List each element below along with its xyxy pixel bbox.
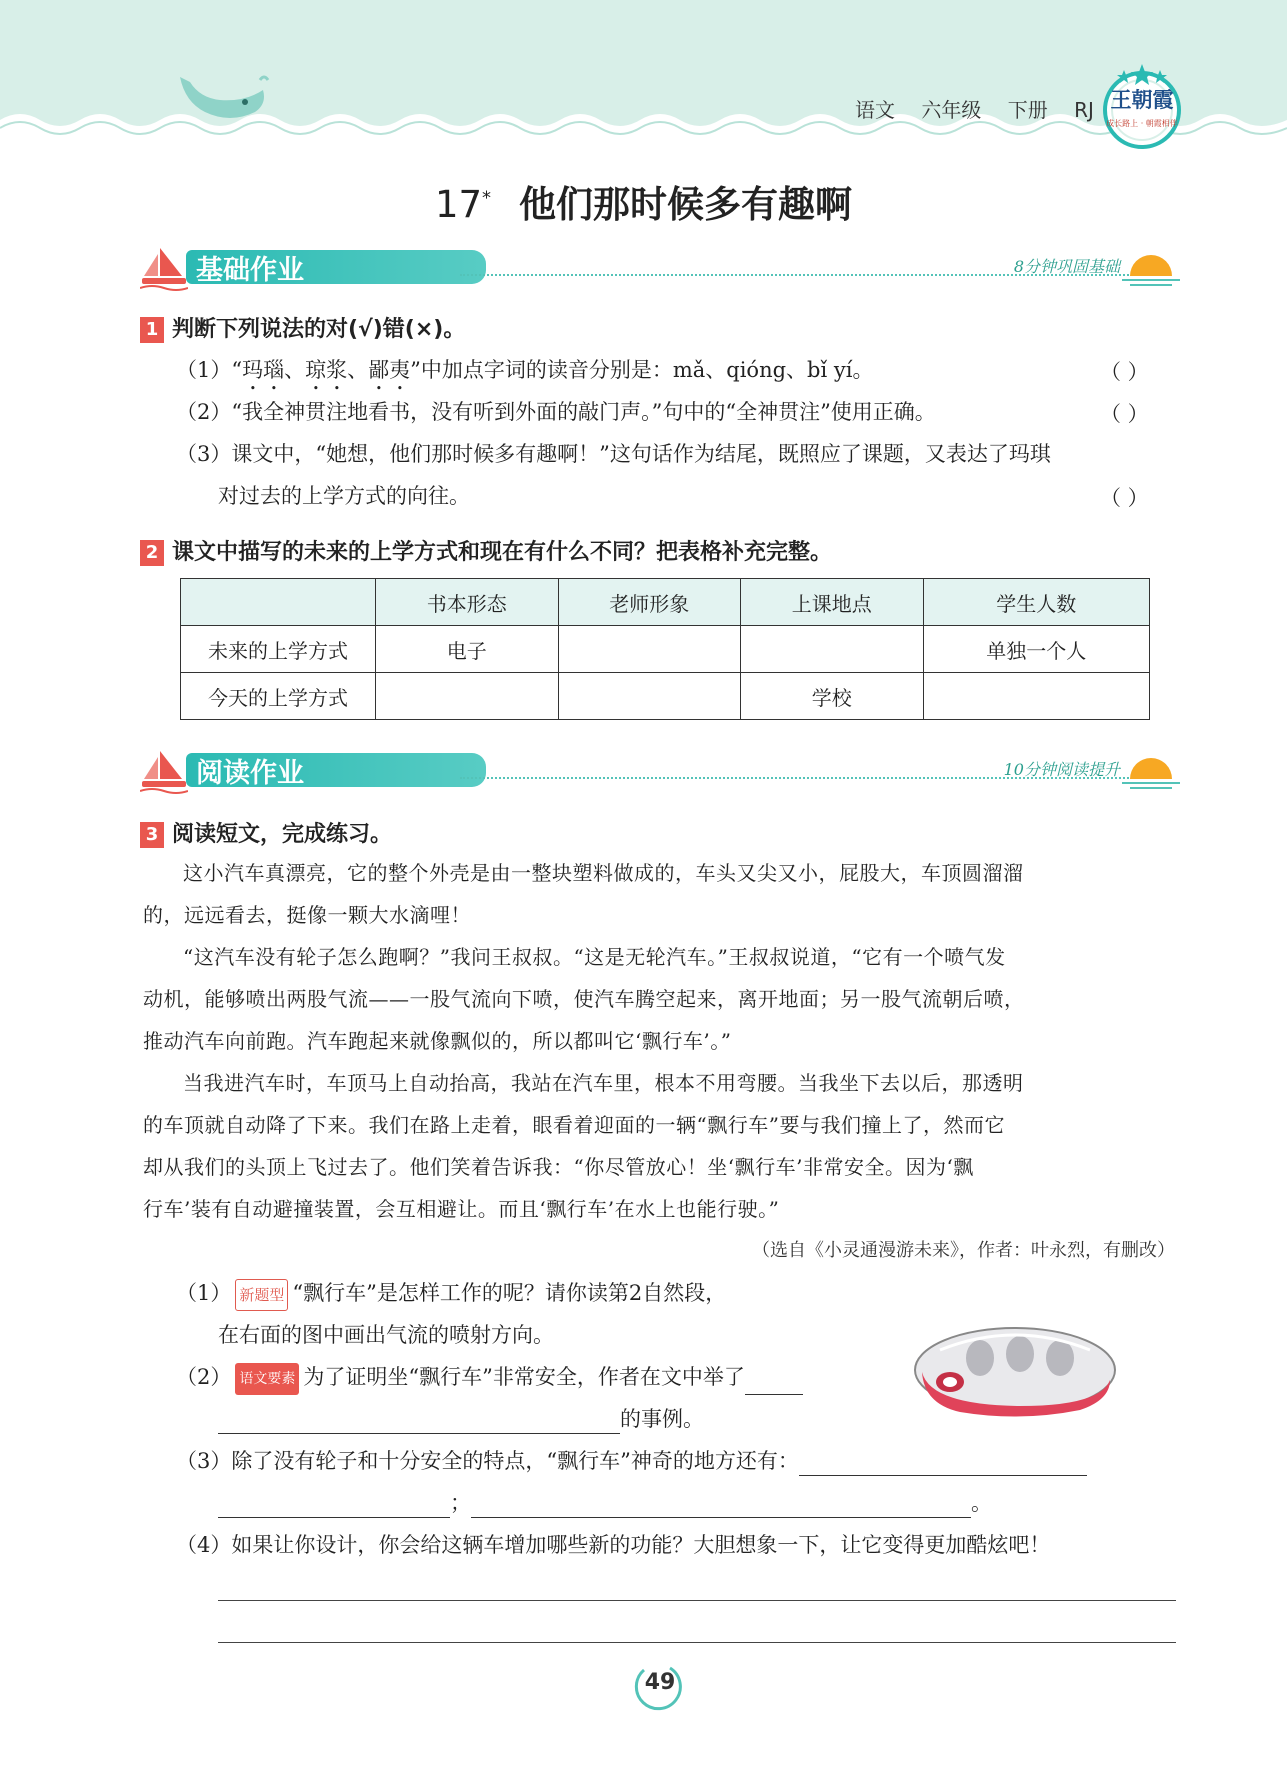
sunrise-icon xyxy=(1122,755,1180,791)
q3-sub-2-cont: 的事例。 xyxy=(218,1404,704,1434)
table-header: 学生人数 xyxy=(923,579,1150,626)
header-meta xyxy=(855,94,1114,123)
table-cell: 今天的上学方式 xyxy=(181,673,376,720)
question-number: 2 xyxy=(140,540,164,566)
section-label: 阅读作业 xyxy=(196,758,304,789)
table-row xyxy=(181,673,1150,720)
table-header: 上课地点 xyxy=(741,579,924,626)
page-number: 49 xyxy=(644,1670,676,1695)
hover-car-image[interactable] xyxy=(910,1310,1120,1420)
passage-line: 却从我们的头顶上飞过去了。他们笑着告诉我：“你尽管放心！坐‘飘行车’非常安全。因为‘飘 xyxy=(143,1155,974,1179)
answer-line[interactable] xyxy=(218,1642,1176,1643)
q1-item-3: （3）课文中，“她想，他们那时候多有趣啊！”这句话作为结尾，既照应了课题，又表达了玛琪 xyxy=(176,442,1051,466)
table-cell: 未来的上学方式 xyxy=(181,626,376,673)
question-3-heading: 3 阅读短文，完成练习。 xyxy=(140,817,392,848)
passage xyxy=(143,852,1177,1230)
answer-blank[interactable] xyxy=(799,1453,1087,1476)
q3-sub-2: （2） 语文要素 为了证明坐“飘行车”非常安全，作者在文中举了 xyxy=(176,1362,803,1395)
q3-sub-1-cont: 在右面的图中画出气流的喷射方向。 xyxy=(218,1323,554,1347)
table-header xyxy=(181,579,376,626)
q3-sub-3: （3）除了没有轮子和十分安全的特点，“飘行车”神奇的地方还有： xyxy=(176,1446,1087,1476)
logo-text: 王朝霞 xyxy=(1110,87,1174,112)
brand-logo xyxy=(1102,62,1182,150)
answer-paren[interactable]: （ ） xyxy=(1100,486,1149,510)
q1-item-2: （2）“我全神贯注地看书，没有听到外面的敲门声。”句中的“全神贯注”使用正确。 xyxy=(176,400,936,424)
whale-icon xyxy=(175,72,275,132)
question-1-heading: 1 判断下列说法的对(√)错(×)。 xyxy=(140,312,465,343)
table-cell: 电子 xyxy=(376,626,559,673)
table-cell-blank[interactable] xyxy=(558,626,741,673)
table-cell: 学校 xyxy=(741,673,924,720)
lesson-number: 17* xyxy=(434,183,492,226)
table-header: 老师形象 xyxy=(558,579,741,626)
grade: 六年级 xyxy=(921,98,982,122)
q3-sub-3-cont: ； 。 xyxy=(218,1488,992,1518)
sailboat-icon xyxy=(140,246,188,292)
section-basic xyxy=(140,244,1180,294)
answer-blank[interactable] xyxy=(218,1411,620,1434)
table-row xyxy=(181,626,1150,673)
logo-subtext: 成长路上 · 朝霞相伴 xyxy=(1106,119,1178,128)
passage-line: “这汽车没有轮子怎么跑啊？”我问王叔叔。“这是无轮汽车。”王叔叔说道，“它有一个喷气发 xyxy=(183,945,1006,969)
subject: 语文 xyxy=(855,98,895,122)
answer-blank[interactable] xyxy=(745,1372,803,1395)
section-tagline: 10分钟阅读提升 xyxy=(1003,760,1120,779)
passage-source: （选自《小灵通漫游未来》，作者：叶永烈，有删改） xyxy=(752,1240,1175,1261)
table-cell-blank[interactable] xyxy=(376,673,559,720)
passage-line: 推动汽车向前跑。汽车跑起来就像飘似的，所以都叫它‘飘行车’。” xyxy=(143,1029,732,1053)
q3-sub-1: （1） 新题型 “飘行车”是怎样工作的呢？请你读第2自然段， xyxy=(176,1278,726,1311)
section-tagline: 8分钟巩固基础 xyxy=(1013,257,1120,276)
passage-line: 这小汽车真漂亮，它的整个外壳是由一整块塑料做成的，车头又尖又小，屁股大，车顶圆溜溜 xyxy=(183,861,1024,885)
comparison-table xyxy=(180,578,1150,720)
answer-blank[interactable] xyxy=(471,1495,971,1518)
section-reading xyxy=(140,747,1180,797)
table-cell-blank[interactable] xyxy=(558,673,741,720)
table-cell-blank[interactable] xyxy=(923,673,1150,720)
answer-line[interactable] xyxy=(218,1600,1176,1601)
table-header-row xyxy=(181,579,1150,626)
table-cell: 单独一个人 xyxy=(923,626,1150,673)
edition: RJ xyxy=(1074,98,1094,122)
section-label: 基础作业 xyxy=(196,255,304,286)
passage-line: 的车顶就自动降了下来。我们在路上走着，眼看着迎面的一辆“飘行车”要与我们撞上了，然而它 xyxy=(143,1113,1005,1137)
passage-line: 当我进汽车时，车顶马上自动抬高，我站在汽车里，根本不用弯腰。当我坐下去以后，那透明 xyxy=(183,1071,1024,1095)
lesson-title-text: 他们那时候多有趣啊 xyxy=(519,183,853,226)
answer-paren[interactable]: （ ） xyxy=(1100,360,1149,384)
question-2-heading: 2 课文中描写的未来的上学方式和现在有什么不同？把表格补充完整。 xyxy=(140,535,832,566)
question-number: 1 xyxy=(140,317,164,343)
question-number: 3 xyxy=(140,822,164,848)
passage-line: 行车’装有自动避撞装置，会互相避让。而且‘飘行车’在水上也能行驶。” xyxy=(143,1197,780,1221)
q3-sub-4: （4）如果让你设计，你会给这辆车增加哪些新的功能？大胆想象一下，让它变得更加酷炫吧！ xyxy=(176,1533,1051,1557)
q1-item-3-cont: 对过去的上学方式的向往。 xyxy=(218,484,470,508)
passage-line: 动机，能够喷出两股气流——一股气流向下喷，使汽车腾空起来，离开地面；另一股气流朝后喷， xyxy=(143,987,1025,1011)
answer-paren[interactable]: （ ） xyxy=(1100,402,1149,426)
sunrise-icon xyxy=(1122,252,1180,288)
answer-blank[interactable] xyxy=(218,1495,450,1518)
table-cell-blank[interactable] xyxy=(741,626,924,673)
new-type-tag: 新题型 xyxy=(235,1279,288,1311)
passage-line: 的，远远看去，挺像一颗大水滴哩！ xyxy=(143,903,471,927)
q1-item-1: （1）“玛瑙、琼浆、鄙夷”中加点字词的读音分别是：mǎ、qióng、bǐ yí。 xyxy=(176,358,874,382)
table-header: 书本形态 xyxy=(376,579,559,626)
language-element-tag: 语文要素 xyxy=(235,1363,299,1395)
volume: 下册 xyxy=(1007,98,1048,122)
sailboat-icon xyxy=(140,749,188,795)
lesson-title xyxy=(0,174,1287,228)
